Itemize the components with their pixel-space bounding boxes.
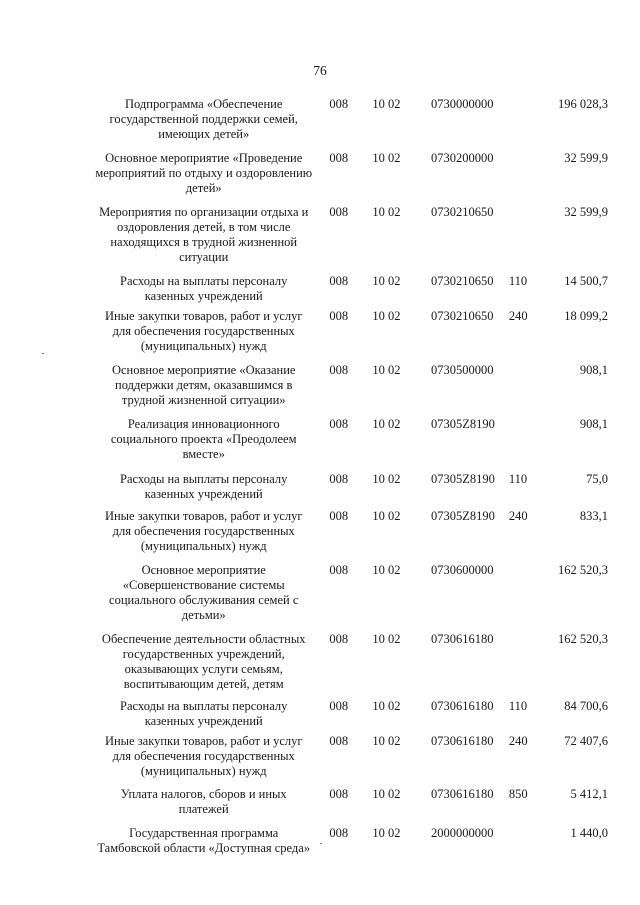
target-article: 0730200000 (431, 151, 494, 165)
table-row (88, 826, 608, 856)
target-article: 0730616180 (431, 699, 494, 713)
target-article: 0730210650 (431, 309, 494, 323)
section-code: 10 02 (372, 151, 401, 165)
section-code: 10 02 (372, 826, 401, 840)
table-row (88, 787, 608, 817)
ministry-code: 008 (329, 97, 349, 111)
expense-type: 240 (508, 309, 528, 323)
section-code: 10 02 (372, 787, 401, 801)
section-code: 10 02 (372, 309, 401, 323)
ministry-code: 008 (329, 509, 349, 523)
amount: 72 407,6 (564, 734, 609, 748)
scan-speck (42, 353, 44, 354)
section-code: 10 02 (372, 417, 401, 431)
target-article: 07305Z8190 (431, 417, 495, 431)
row-name: Основное мероприятие «Оказание поддержки детям, оказавшимся в трудной жизненной ситуации» (111, 363, 296, 407)
section-code: 10 02 (372, 97, 401, 111)
table-row (88, 274, 608, 304)
table-row (88, 97, 608, 142)
ministry-code: 008 (329, 826, 349, 840)
section-code: 10 02 (372, 472, 401, 486)
table-row (88, 509, 608, 554)
section-code: 10 02 (372, 734, 401, 748)
amount: 32 599,9 (564, 151, 609, 165)
page-number: 76 (313, 63, 327, 78)
target-article: 07305Z8190 (431, 472, 495, 486)
ministry-code: 008 (329, 363, 349, 377)
target-article: 0730616180 (431, 787, 494, 801)
section-code: 10 02 (372, 699, 401, 713)
amount: 833,1 (579, 509, 609, 523)
amount: 1 440,0 (570, 826, 609, 840)
section-code: 10 02 (372, 274, 401, 288)
row-name: Иные закупки товаров, работ и услуг для обеспечения государственных (муниципальных) нужд (104, 309, 303, 353)
row-name: Основное мероприятие «Совершенствование системы социального обслуживания семей с детьми» (109, 563, 299, 622)
table-row (88, 205, 608, 265)
row-name: Уплата налогов, сборов и иных платежей (120, 787, 287, 816)
row-name: Основное мероприятие «Проведение мероприятий по отдыху и оздоровлению детей» (95, 151, 313, 195)
table-row (88, 417, 608, 462)
target-article: 0730616180 (431, 632, 494, 646)
ministry-code: 008 (329, 472, 349, 486)
ministry-code: 008 (329, 632, 349, 646)
ministry-code: 008 (329, 205, 349, 219)
amount: 84 700,6 (564, 699, 609, 713)
table-row (88, 563, 608, 623)
ministry-code: 008 (329, 787, 349, 801)
row-name: Реализация инновационного социального проекта «Преодолеем вместе» (110, 417, 297, 461)
amount: 5 412,1 (570, 787, 609, 801)
table-row (88, 472, 608, 502)
section-code: 10 02 (372, 509, 401, 523)
row-name: Подпрограмма «Обеспечение государственной поддержки семей, имеющих детей» (109, 97, 298, 141)
expense-type: 240 (508, 509, 528, 523)
ministry-code: 008 (329, 699, 349, 713)
amount: 162 520,3 (558, 563, 609, 577)
table-row (88, 632, 608, 692)
expense-type: 110 (508, 472, 528, 486)
amount: 75,0 (586, 472, 609, 486)
row-name: Мероприятия по организации отдыха и оздоровления детей, в том числе находящихся в трудной жизненной ситуации (99, 205, 309, 264)
table-row (88, 699, 608, 729)
expense-type: 110 (508, 274, 528, 288)
target-article: 2000000000 (431, 826, 494, 840)
row-name: Государственная программа Тамбовской области «Доступная среда» (97, 826, 311, 855)
target-article: 0730500000 (431, 363, 494, 377)
expense-type: 240 (508, 734, 528, 748)
scan-speck (320, 843, 322, 844)
expense-type: 850 (508, 787, 528, 801)
amount: 14 500,7 (564, 274, 609, 288)
row-name: Обеспечение деятельности областных государственных учреждений, оказывающих услуги семьям, воспитывающим детей, детям (101, 632, 306, 691)
ministry-code: 008 (329, 274, 349, 288)
target-article: 0730210650 (431, 274, 494, 288)
table-row (88, 309, 608, 354)
target-article: 0730600000 (431, 563, 494, 577)
table-row (88, 151, 608, 196)
row-name: Расходы на выплаты персоналу казенных учреждений (120, 274, 288, 303)
amount: 908,1 (579, 417, 609, 431)
ministry-code: 008 (329, 417, 349, 431)
table-row (88, 363, 608, 408)
ministry-code: 008 (329, 734, 349, 748)
target-article: 0730616180 (431, 734, 494, 748)
section-code: 10 02 (372, 205, 401, 219)
ministry-code: 008 (329, 309, 349, 323)
section-code: 10 02 (372, 363, 401, 377)
ministry-code: 008 (329, 563, 349, 577)
amount: 196 028,3 (558, 97, 609, 111)
section-code: 10 02 (372, 563, 401, 577)
ministry-code: 008 (329, 151, 349, 165)
row-name: Расходы на выплаты персоналу казенных учреждений (120, 472, 288, 501)
target-article: 0730210650 (431, 205, 494, 219)
amount: 18 099,2 (564, 309, 609, 323)
amount: 162 520,3 (558, 632, 609, 646)
amount: 32 599,9 (564, 205, 609, 219)
row-name: Расходы на выплаты персоналу казенных учреждений (120, 699, 288, 728)
row-name: Иные закупки товаров, работ и услуг для обеспечения государственных (муниципальных) нужд (104, 509, 303, 553)
expense-type: 110 (508, 699, 528, 713)
target-article: 0730000000 (431, 97, 494, 111)
budget-table (88, 97, 608, 856)
section-code: 10 02 (372, 632, 401, 646)
table-row (88, 734, 608, 779)
target-article: 07305Z8190 (431, 509, 495, 523)
row-name: Иные закупки товаров, работ и услуг для обеспечения государственных (муниципальных) нужд (104, 734, 303, 778)
amount: 908,1 (579, 363, 609, 377)
